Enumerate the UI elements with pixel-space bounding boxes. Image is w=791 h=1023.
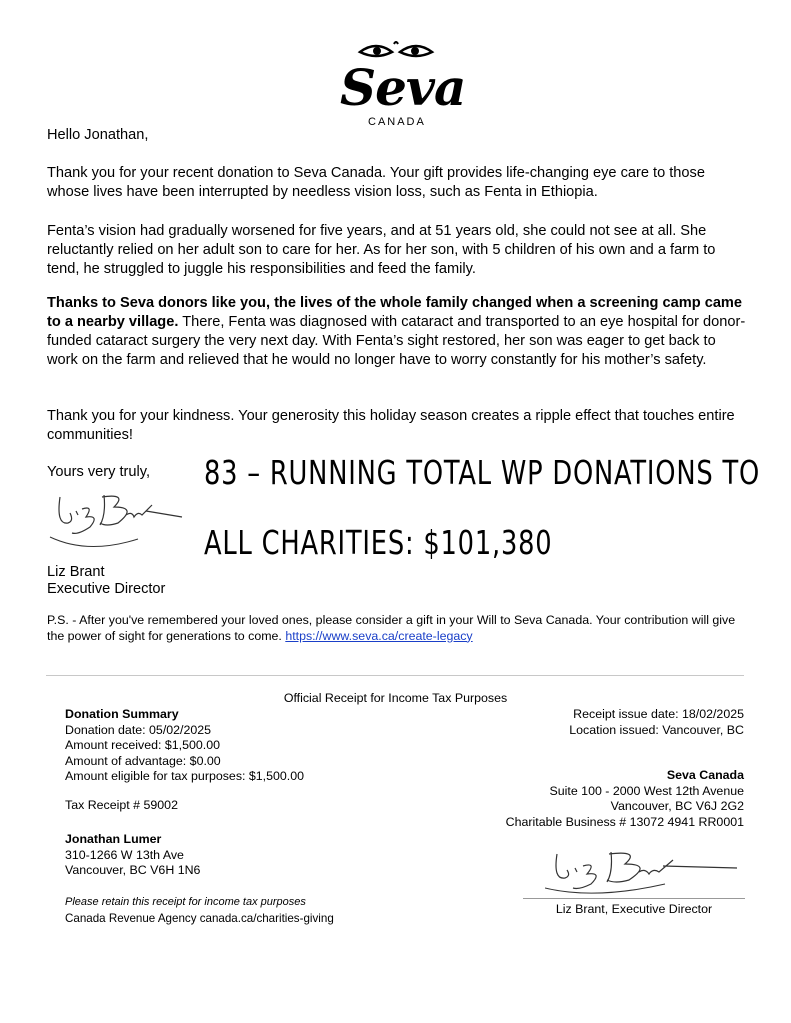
org-address-line-2: Vancouver, BC V6J 2G2 [610,799,744,813]
org-address-line-1: Suite 100 - 2000 West 12th Avenue [549,783,744,798]
paragraph-1: Thank you for your recent donation to Seva Canada. Your gift provides life-changing eye care to those whose lives have been interrupted by needless vision loss, such as Fenta in Ethiopia. [47,165,705,200]
seva-logo [318,38,468,130]
donor-address-line-1: 310-1266 W 13th Ave [65,847,184,862]
issue-location: Location issued: Vancouver, BC [569,722,744,737]
amount-eligible: Amount eligible for tax purposes: $1,500.00 [65,769,305,783]
legacy-link[interactable]: https://www.seva.ca/create-legacy [285,628,473,643]
receipt-title: Official Receipt for Income Tax Purposes [283,691,508,705]
receipt-signature [545,844,745,898]
charitable-number: Charitable Business # 13072 4941 RR0001 [505,814,744,829]
greeting: Hello Jonathan, [47,127,149,143]
paragraph-3-bold: Thanks to Seva donors like you, the lives of the whole family changed when a screening camp came to a nearby village. [47,295,743,330]
paragraph-2: Fenta’s vision had gradually worsened for five years, and at 51 years old, she could not see at all. She reluctantly relied on her adult son to care for her. As for her son, with 5 children of his own and a farm to tend, he struggled to juggle his responsibilities and feed the family. [47,223,716,277]
summary-heading: Donation Summary [65,707,179,721]
postscript-text: P.S. - After you've remembered your loved ones, please consider a gift in your Will to Seva Canada. Your contribution will give the power of sight for generations to come. [47,613,736,643]
donation-date: Donation date: 05/02/2025 [65,722,212,737]
paragraph-3 [47,294,747,370]
issue-info [424,707,744,738]
organization-address [424,768,744,830]
postscript [47,613,747,644]
donor-name: Jonathan Lumer [65,832,162,846]
logo-subtitle: CANADA [368,116,426,128]
logo-word: Seva [340,58,466,117]
org-name: Seva Canada [666,768,744,782]
donor-address-line-2: Vancouver, BC V6H 1N6 [65,863,201,877]
signature-caption: Liz Brant, Executive Director [555,902,713,916]
amount-received: Amount received: $1,500.00 [65,738,220,752]
handwritten-annotation-line-2: ALL CHARITIES: $101,380 [204,523,553,562]
cra-reference: Canada Revenue Agency canada.ca/charities-giving [65,912,334,925]
amount-advantage: Amount of advantage: $0.00 [65,753,221,768]
signer-title: Executive Director [47,581,166,597]
donation-summary [65,707,385,785]
paragraph-3-rest: There, Fenta was diagnosed with cataract and transported to an eye hospital for donor-funded cataract surgery the very next day. With Fenta’s sight restored, her son was eager to get back to work on the farm and relieved that he would no longer have to worry constantly for his mother’s safety. [47,314,746,368]
tax-receipt-number: Tax Receipt # 59002 [65,798,178,812]
letter-signature [48,485,186,557]
paragraph-4: Thank you for your kindness. Your generosity this holiday season creates a ripple effect that touches entire communities! [47,408,735,443]
issue-date: Receipt issue date: 18/02/2025 [573,707,744,721]
signature-line [523,898,745,899]
donor-address [65,832,385,879]
closing: Yours very truly, [47,464,151,480]
handwritten-annotation-line-1: 83 – RUNNING TOTAL WP DONATIONS TO [204,453,760,492]
retain-note: Please retain this receipt for income tax purposes [65,896,306,908]
divider [46,675,744,676]
signer-name: Liz Brant [47,564,105,580]
